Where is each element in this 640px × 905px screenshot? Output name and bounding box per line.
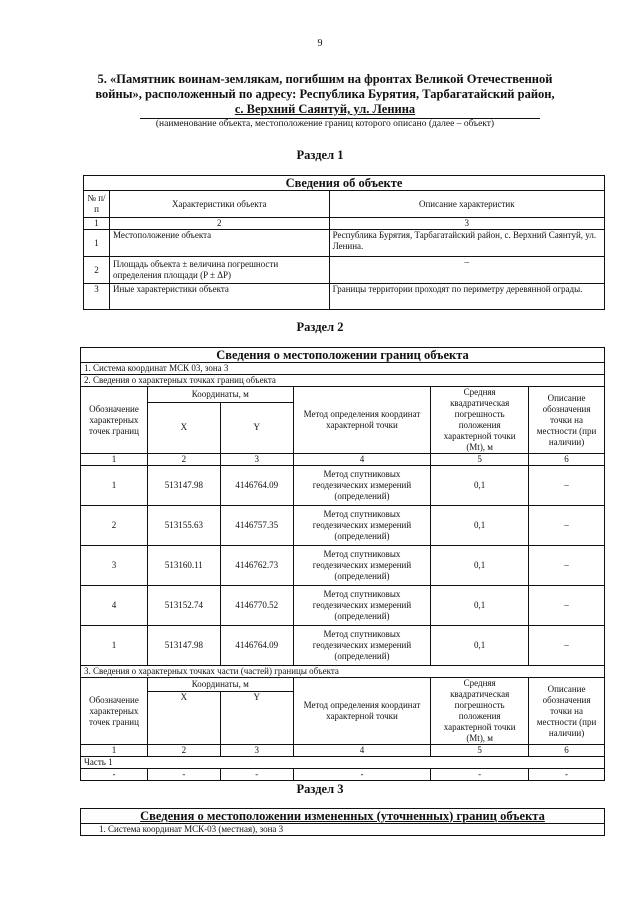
point-method: Метод спутниковых геодезических измерений (определений) — [293, 546, 431, 586]
row-number: 3 — [84, 284, 110, 310]
point-description: – — [529, 466, 605, 506]
coordinate-system-row: 1. Система координат МСК 03, зона 3 — [81, 363, 605, 375]
empty-cell: - — [81, 769, 148, 781]
section-1-heading: Раздел 1 — [296, 148, 344, 162]
page-number: 9 — [317, 38, 323, 49]
empty-cell: - — [220, 769, 293, 781]
point-y: 4146764.09 — [220, 466, 293, 506]
empty-cell: - — [529, 769, 605, 781]
coordinate-system-row: 1. Система координат МСК-03 (местная), зона 3 — [81, 824, 605, 836]
header-y: Y — [220, 402, 293, 453]
empty-cell: - — [293, 769, 431, 781]
point-accuracy: 0,1 — [431, 586, 529, 626]
col-number: 5 — [431, 745, 529, 757]
title-line-3: с. Верхний Саянтуй, ул. Ленина — [234, 102, 416, 116]
header-x: X — [147, 692, 220, 745]
part-label: Часть 1 — [81, 757, 605, 769]
part-points-subtitle: 3. Сведения о характерных точках части (частей) границы объекта — [81, 666, 605, 678]
col-header-description: Описание характеристик — [329, 191, 604, 218]
section-2-heading: Раздел 2 — [296, 320, 344, 334]
col-number: 1 — [81, 745, 148, 757]
point-description: – — [529, 506, 605, 546]
point-description: – — [529, 626, 605, 666]
point-y: 4146764.09 — [220, 626, 293, 666]
col-number: 4 — [293, 454, 431, 466]
point-x: 513147.98 — [147, 466, 220, 506]
point-x: 513152.74 — [147, 586, 220, 626]
boundary-location-table — [80, 347, 605, 781]
header-method: Метод определения координат характерной точки — [293, 387, 431, 454]
header-coordinates: Координаты, м — [147, 387, 293, 403]
section-3-heading: Раздел 3 — [296, 782, 344, 796]
point-x: 513155.63 — [147, 506, 220, 546]
empty-cell: - — [431, 769, 529, 781]
col-header-no: № п/п — [84, 191, 110, 218]
header-accuracy: Средняя квадратическая погрешность положения характерной точки (Mt), м — [431, 387, 529, 454]
header-x: X — [147, 402, 220, 453]
header-method: Метод определения координат характерной точки — [293, 678, 431, 745]
point-description: – — [529, 586, 605, 626]
table-row — [81, 506, 605, 546]
table-row — [81, 626, 605, 666]
table-row — [81, 546, 605, 586]
object-info-title: Сведения об объекте — [84, 176, 605, 191]
point-description: – — [529, 546, 605, 586]
point-id: 3 — [81, 546, 148, 586]
col-header-characteristics: Характеристики объекта — [109, 191, 329, 218]
table-row — [81, 466, 605, 506]
col-number: 3 — [220, 454, 293, 466]
title-caption: (наименование объекта, местоположение границ которого описано (далее – объект) — [155, 119, 495, 129]
table-row — [81, 586, 605, 626]
col-number: 2 — [147, 454, 220, 466]
point-method: Метод спутниковых геодезических измерений (определений) — [293, 586, 431, 626]
col-number: 5 — [431, 454, 529, 466]
point-id: 2 — [81, 506, 148, 546]
header-y: Y — [220, 692, 293, 745]
point-id: 1 — [81, 626, 148, 666]
point-y: 4146757.35 — [220, 506, 293, 546]
point-x: 513160.11 — [147, 546, 220, 586]
col-number: 4 — [293, 745, 431, 757]
point-method: Метод спутниковых геодезических измерений (определений) — [293, 626, 431, 666]
col-number: 2 — [147, 745, 220, 757]
characteristic-cell: Иные характеристики объекта — [109, 284, 329, 310]
col-number: 2 — [109, 218, 329, 230]
point-accuracy: 0,1 — [431, 626, 529, 666]
row-number: 1 — [84, 230, 110, 257]
object-info-table — [83, 175, 605, 310]
header-point-description: Описание обозначения точки на местности (при наличии) — [529, 387, 605, 454]
title-line-1: 5. «Памятник воинам-землякам, погибшим на фронтах Великой Отечественной — [97, 72, 553, 86]
point-x: 513147.98 — [147, 626, 220, 666]
header-designation: Обозначение характерных точек границ — [81, 678, 148, 745]
description-cell: Республика Бурятия, Тарбагатайский район, с. Верхний Саянтуй, ул. Ленина. — [329, 230, 604, 257]
boundary-location-title: Сведения о местоположении границ объекта — [81, 348, 605, 363]
point-method: Метод спутниковых геодезических измерений (определений) — [293, 466, 431, 506]
changed-boundary-table — [80, 808, 605, 836]
point-accuracy: 0,1 — [431, 506, 529, 546]
header-accuracy: Средняя квадратическая погрешность положения характерной точки (Mt), м — [431, 678, 529, 745]
point-accuracy: 0,1 — [431, 546, 529, 586]
point-id: 1 — [81, 466, 148, 506]
points-subtitle: 2. Сведения о характерных точках границ объекта — [81, 375, 605, 387]
col-number: 6 — [529, 745, 605, 757]
empty-cell: - — [147, 769, 220, 781]
header-designation: Обозначение характерных точек границ — [81, 387, 148, 454]
point-accuracy: 0,1 — [431, 466, 529, 506]
header-point-description: Описание обозначения точки на местности (при наличии) — [529, 678, 605, 745]
col-number: 1 — [81, 454, 148, 466]
col-number: 3 — [329, 218, 604, 230]
col-number: 6 — [529, 454, 605, 466]
document-title — [60, 72, 590, 117]
title-line-2: войны», расположенный по адресу: Республика Бурятия, Тарбагатайский район, — [95, 87, 555, 101]
col-number: 3 — [220, 745, 293, 757]
col-number: 1 — [84, 218, 110, 230]
point-y: 4146770.52 — [220, 586, 293, 626]
header-coordinates: Координаты, м — [147, 678, 293, 692]
point-method: Метод спутниковых геодезических измерений (определений) — [293, 506, 431, 546]
characteristic-cell: Площадь объекта ± величина погрешности определения площади (P ± ΔP) — [109, 257, 329, 284]
characteristic-cell: Местоположение объекта — [109, 230, 329, 257]
description-cell: Границы территории проходят по периметру деревянной ограды. — [329, 284, 604, 310]
point-y: 4146762.73 — [220, 546, 293, 586]
description-cell: – — [329, 257, 604, 284]
changed-boundary-title: Сведения о местоположении измененных (уточненных) границ объекта — [81, 809, 605, 824]
point-id: 4 — [81, 586, 148, 626]
table-row — [81, 769, 605, 781]
row-number: 2 — [84, 257, 110, 284]
